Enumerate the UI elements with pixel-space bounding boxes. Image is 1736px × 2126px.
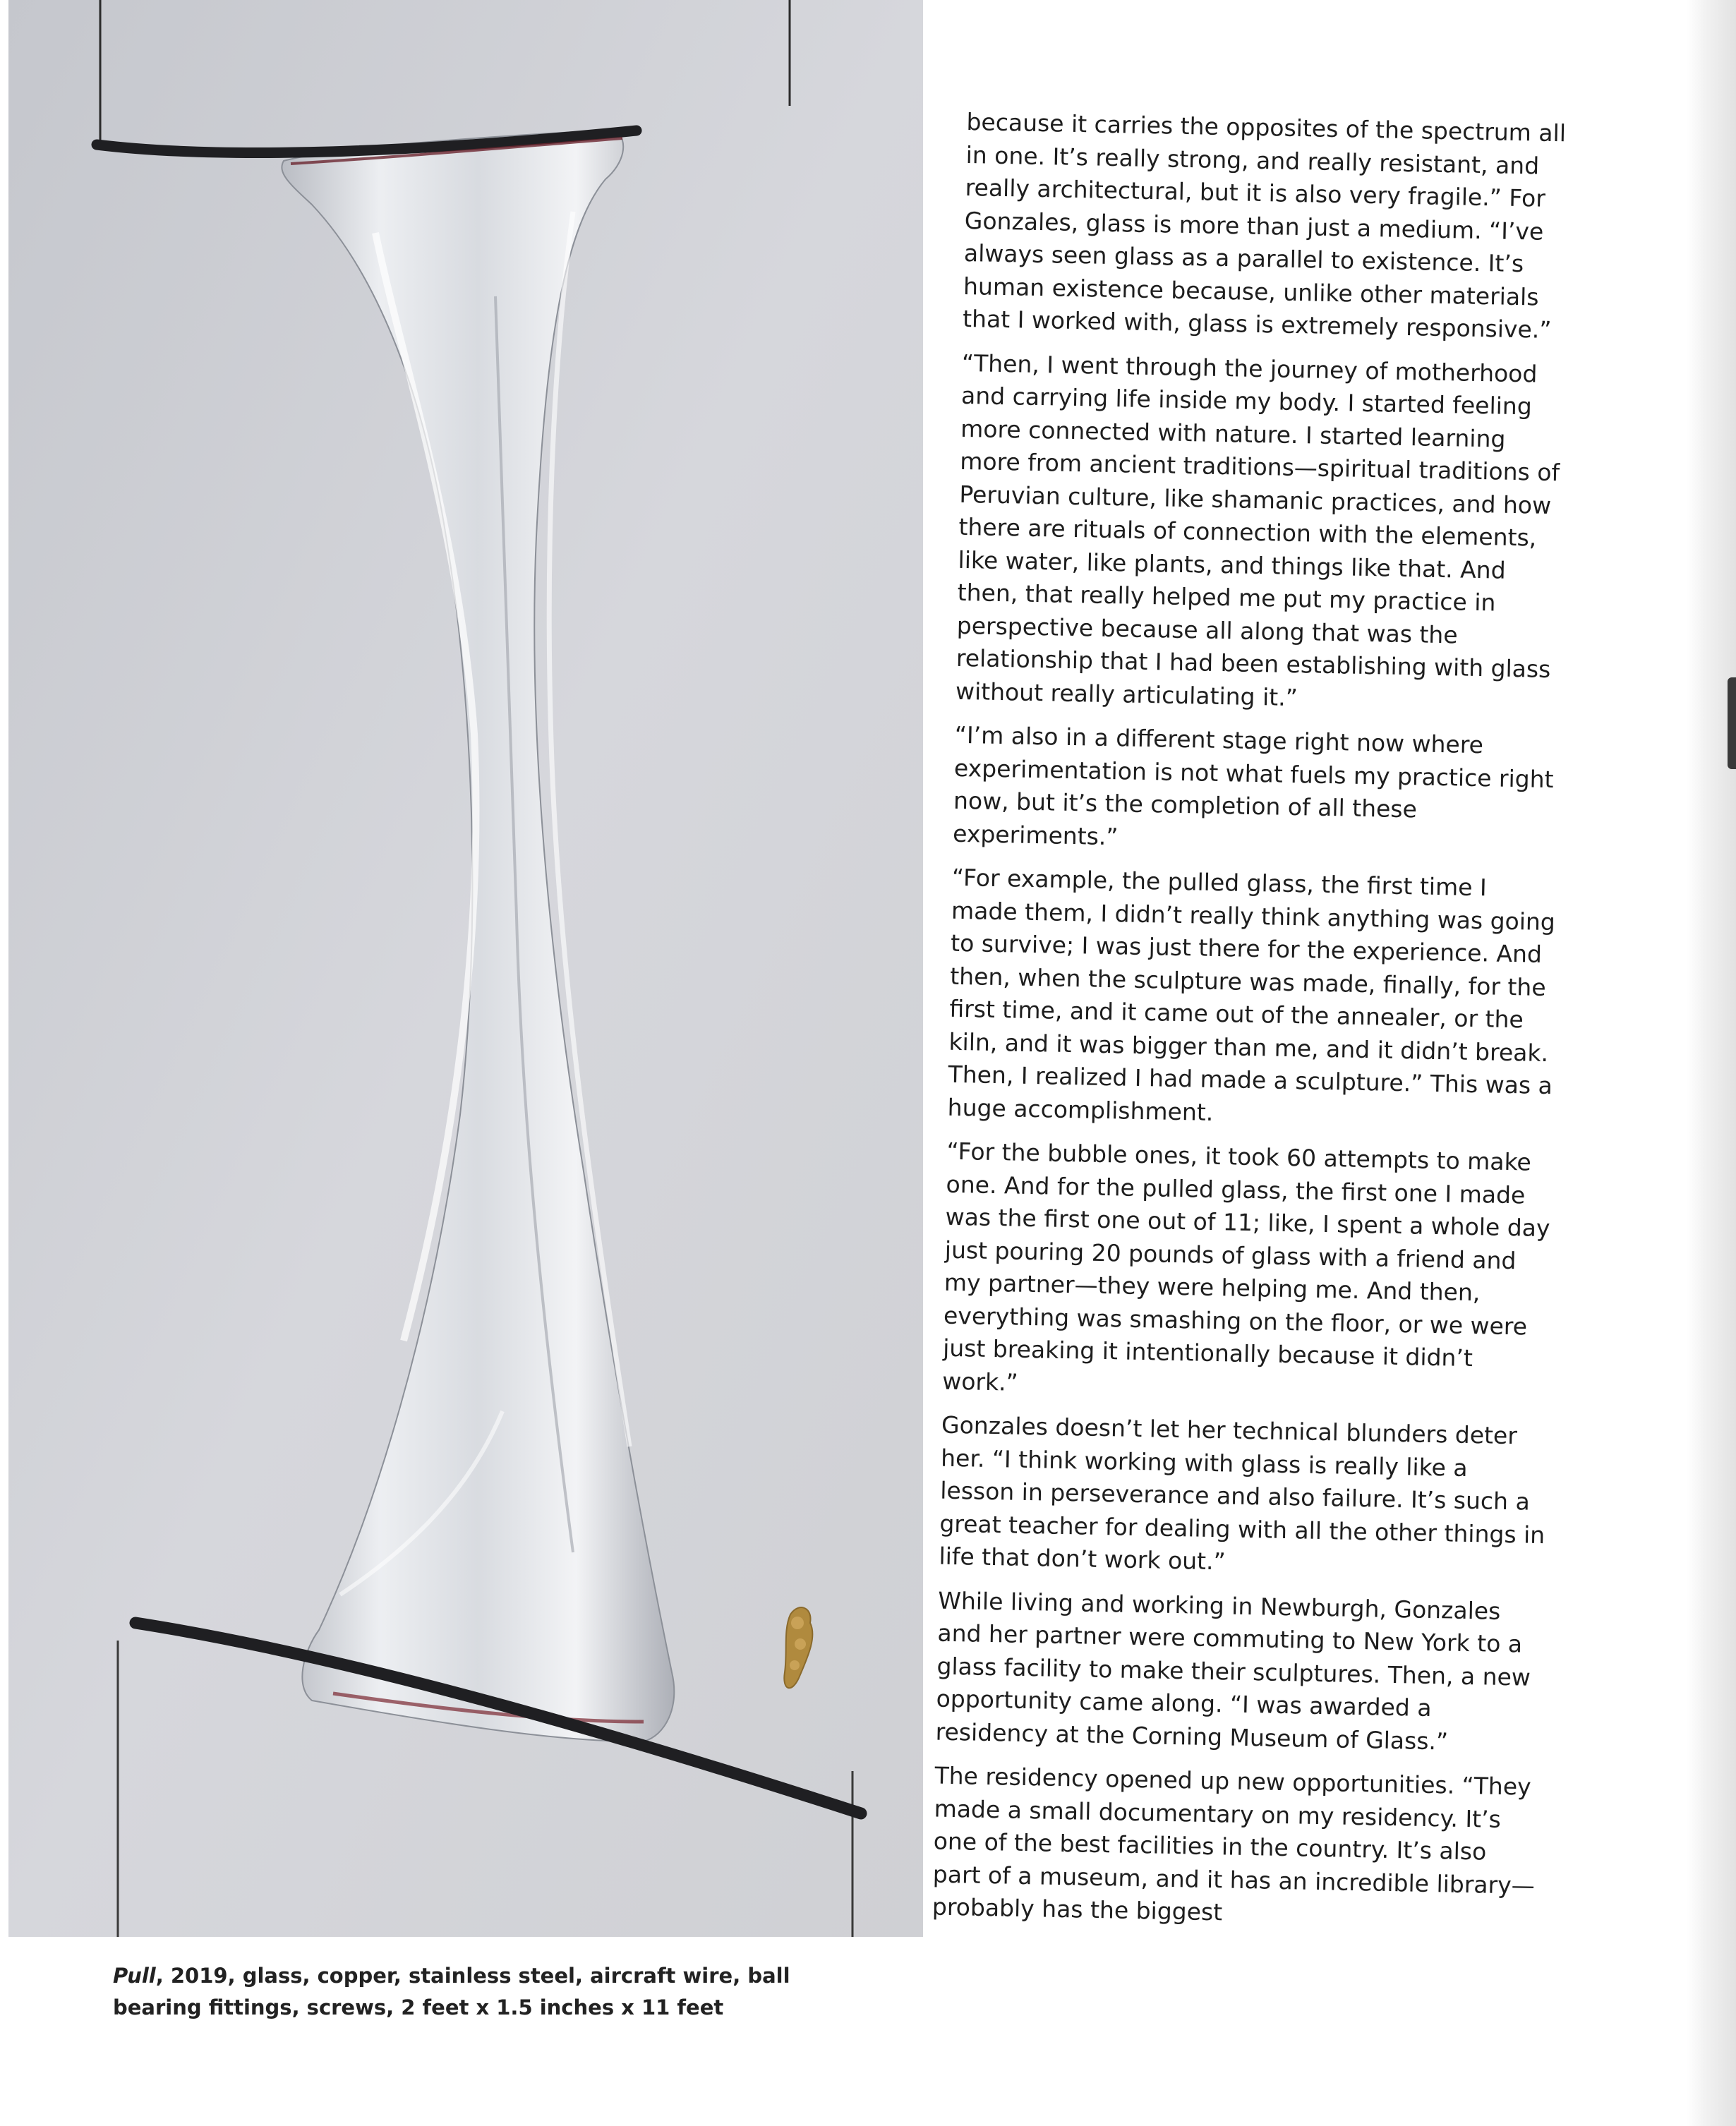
article-paragraph: “For the bubble ones, it took 60 attempts to make one. And for the pulled glass, the first one I made was the first one out of 11; like, I spent a whole day just pouring 20 pounds of glass with a friend and my partner—they were helping me. And then, everything was smashing on the floor, or we were just breaking it intentionally because it didn’t work.” (941, 1137, 1550, 1396)
article-paragraph: “Then, I went through the journey of motherhood and carrying life inside my body. I started feeling more connected with nature. I started learning more from ancient traditions—spiritual traditions of Peruvian culture, like shamanic practices, and how there are rituals of connection with the elements, like water, like plants, and things like that. And then, that really helped me put my practice in perspective because all along that was the relationship that I had been establishing with glass without really articulating it.” (955, 349, 1560, 711)
binding-mark (1728, 677, 1736, 769)
article-paragraph: because it carries the opposites of the spectrum all in one. It’s really strong, and really resistant, and really architectural, but it is also very fragile.” For Gonzales, glass is more than just a medium. “I’ve always seen glass as a parallel to existence. It’s human existence because, unlike other materials that I worked with, glass is extremely responsive.” (962, 107, 1567, 344)
photo-caption (113, 1960, 875, 2024)
article-paragraph: “I’m also in a different stage right now where experimentation is not what fuels my practice right now, but it’s the completion of all these experiments.” (952, 720, 1554, 850)
caption-title: Pull (113, 1964, 156, 1988)
article-paragraph: The residency opened up new opportunities. “They made a small documentary on my residency. It’s one of the best facilities in the country. It’s also part of a museum, and it has an incredible library—probably has the biggest (932, 1761, 1536, 1926)
article-paragraph: Gonzales doesn’t let her technical blunders deter her. “I think working with glass is really like a lesson in perseverance and also failure. It’s such a great teacher for dealing with all the other things in life that don’t work out.” (939, 1411, 1545, 1576)
caption-details: , 2019, glass, copper, stainless steel, aircraft wire, ball bearing fittings, screws, 2 feet x 1.5 inches x 11 feet (113, 1964, 790, 2019)
sculpture-photo (8, 0, 923, 1937)
article-paragraph: While living and working in Newburgh, Gonzales and her partner were commuting to New York to a glass facility to make their sculptures. Then, a new opportunity came along. “I was awarded a residency at the Corning Museum of Glass.” (935, 1586, 1531, 1756)
page-edge-shadow (1687, 0, 1736, 2126)
article-body (932, 106, 1574, 1947)
article-paragraph: “For example, the pulled glass, the first time I made them, I didn’t really think anything was going to survive; I was just there for the experience. And then, when the sculpture was made, finally, for the first time, and it came out of the annealer, or the kiln, and it was bigger than me, and it didn’t break. Then, I realized I had made a sculpture.” This was a huge accomplishment. (947, 863, 1556, 1126)
